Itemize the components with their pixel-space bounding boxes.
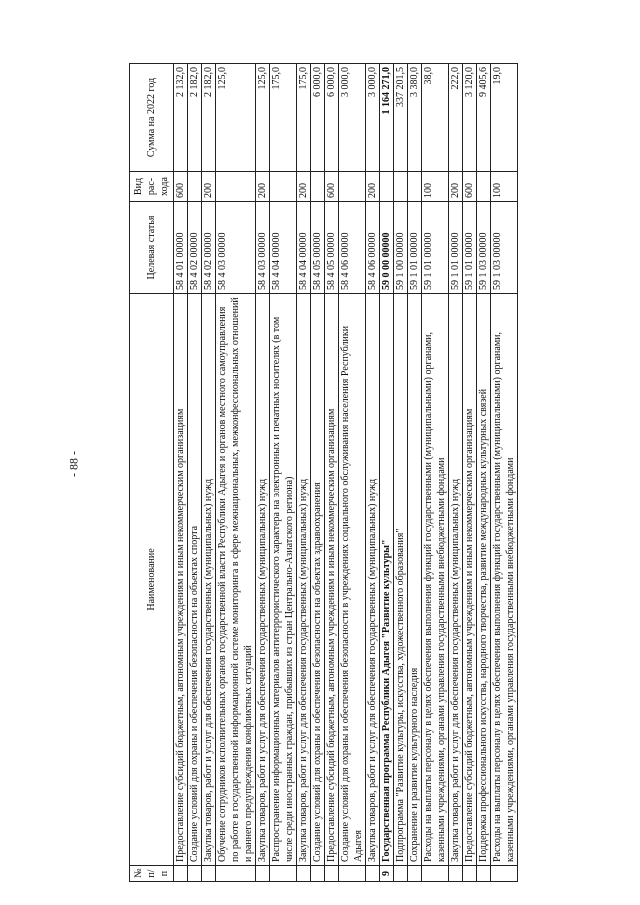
cell-num	[325, 866, 339, 882]
cell-vid	[394, 172, 408, 202]
cell-code: 59 1 03 00000	[491, 202, 518, 294]
cell-sum: 38,0	[422, 64, 449, 172]
cell-sum: 3 380,0	[408, 64, 422, 172]
cell-sum: 2 132,0	[174, 64, 188, 172]
table-row	[297, 64, 311, 882]
cell-sum: 3 120,0	[463, 64, 477, 172]
cell-num	[216, 866, 256, 882]
cell-name: Государственная программа Республики Адыгея "Развитие культуры"	[380, 294, 394, 866]
cell-code: 59 1 03 00000	[477, 202, 491, 294]
cell-num	[477, 866, 491, 882]
cell-sum: 222,0	[449, 64, 463, 172]
budget-table	[129, 63, 518, 882]
cell-name: Закупка товаров, работ и услуг для обеспечения государственных (муниципальных) нужд	[256, 294, 270, 866]
cell-code: 58 4 01 00000	[174, 202, 188, 294]
cell-num	[491, 866, 518, 882]
cell-num	[463, 866, 477, 882]
cell-code: 59 1 00 00000	[394, 202, 408, 294]
table-row	[366, 64, 380, 882]
cell-num	[297, 866, 311, 882]
cell-sum: 6 000,0	[325, 64, 339, 172]
cell-name: Обучение сотрудников исполнительных органов государственной власти Республики Адыгея и органов местного самоуправления по работе в государственной информационной системе мониторинга в сфере межнациональных, межконфессиональных отношений и раннего предупреждения конфликтных ситуаций	[216, 294, 256, 866]
cell-sum: 1 164 271,0	[380, 64, 394, 172]
cell-name: Подпрограмма "Развитие культуры, искусства, художественного образования"	[394, 294, 408, 866]
cell-code: 58 4 06 00000	[366, 202, 380, 294]
cell-code: 58 4 02 00000	[202, 202, 216, 294]
cell-name: Создание условий для охраны и обеспечения безопасности на объектах здравоохранения	[311, 294, 325, 866]
page-number: - 88 -	[66, 451, 81, 477]
cell-vid: 600	[325, 172, 339, 202]
cell-code: 59 1 01 00000	[463, 202, 477, 294]
table-header-row	[130, 64, 174, 882]
cell-num: 9	[380, 866, 394, 882]
cell-num	[256, 866, 270, 882]
cell-vid	[311, 172, 325, 202]
header-sum: Сумма на 2022 год	[130, 64, 174, 172]
cell-num	[394, 866, 408, 882]
cell-name: Предоставление субсидий бюджетным, автономным учреждениям и иным некоммерческим организациям	[463, 294, 477, 866]
table-row	[422, 64, 449, 882]
table-row	[256, 64, 270, 882]
cell-name: Предоставление субсидий бюджетным, автономным учреждениям и иным некоммерческим организациям	[174, 294, 188, 866]
table-row	[216, 64, 256, 882]
cell-sum: 2 182,0	[188, 64, 202, 172]
cell-vid	[339, 172, 366, 202]
table-row	[394, 64, 408, 882]
cell-name: Создание условий для охраны и обеспечения безопасности на объектах спорта	[188, 294, 202, 866]
header-num: № п/п	[130, 866, 174, 882]
cell-code: 59 1 01 00000	[422, 202, 449, 294]
table-row	[325, 64, 339, 882]
cell-name: Создание условий для охраны и обеспечения безопасности в учреждениях социального обслуживания населения Республики Адыгея	[339, 294, 366, 866]
table-row	[449, 64, 463, 882]
cell-num	[449, 866, 463, 882]
table-row	[174, 64, 188, 882]
cell-vid	[408, 172, 422, 202]
cell-name: Закупка товаров, работ и услуг для обеспечения государственных (муниципальных) нужд	[297, 294, 311, 866]
table-row	[339, 64, 366, 882]
cell-name: Предоставление субсидий бюджетным, автономным учреждениям и иным некоммерческим организациям	[325, 294, 339, 866]
cell-code: 58 4 03 00000	[256, 202, 270, 294]
cell-num	[408, 866, 422, 882]
cell-sum: 175,0	[297, 64, 311, 172]
header-vid: Вид рас-хода	[130, 172, 174, 202]
cell-vid	[216, 172, 256, 202]
table-row	[270, 64, 297, 882]
cell-code: 58 4 03 00000	[216, 202, 256, 294]
cell-code: 59 1 01 00000	[408, 202, 422, 294]
cell-vid: 600	[463, 172, 477, 202]
cell-vid: 200	[366, 172, 380, 202]
cell-vid: 100	[491, 172, 518, 202]
cell-vid	[188, 172, 202, 202]
cell-name: Сохранение и развитие культурного наследия	[408, 294, 422, 866]
cell-sum: 337 201,5	[394, 64, 408, 172]
cell-code: 58 4 05 00000	[325, 202, 339, 294]
cell-vid	[380, 172, 394, 202]
table-row	[311, 64, 325, 882]
header-code: Целевая статья	[130, 202, 174, 294]
cell-sum: 9 405,6	[477, 64, 491, 172]
table-row	[408, 64, 422, 882]
cell-code: 59 0 00 00000	[380, 202, 394, 294]
cell-code: 59 1 01 00000	[449, 202, 463, 294]
table-row	[380, 64, 394, 882]
cell-code: 58 4 06 00000	[339, 202, 366, 294]
table-row	[463, 64, 477, 882]
cell-vid	[270, 172, 297, 202]
header-name: Наименование	[130, 294, 174, 866]
cell-num	[270, 866, 297, 882]
cell-sum: 125,0	[216, 64, 256, 172]
cell-sum: 3 000,0	[339, 64, 366, 172]
cell-code: 58 4 02 00000	[188, 202, 202, 294]
cell-code: 58 4 04 00000	[270, 202, 297, 294]
cell-vid: 200	[256, 172, 270, 202]
cell-sum: 175,0	[270, 64, 297, 172]
cell-sum: 3 000,0	[366, 64, 380, 172]
cell-vid: 200	[202, 172, 216, 202]
cell-num	[339, 866, 366, 882]
rotated-table-container	[129, 64, 516, 882]
cell-vid	[477, 172, 491, 202]
cell-name: Расходы на выплаты персоналу в целях обеспечения выполнения функций государственными (муниципальными) органами, казенными учреждениями, органами управления государственными внебюджетными фондами	[422, 294, 449, 866]
cell-name: Распространение информационных материалов антитеррористического характера на электронных и печатных носителях (в том числе среди иностранных граждан, прибывших из стран Центрально-Азиатского региона)	[270, 294, 297, 866]
cell-num	[174, 866, 188, 882]
cell-vid: 200	[449, 172, 463, 202]
cell-code: 58 4 04 00000	[297, 202, 311, 294]
cell-vid: 200	[297, 172, 311, 202]
cell-code: 58 4 05 00000	[311, 202, 325, 294]
cell-sum: 125,0	[256, 64, 270, 172]
cell-name: Закупка товаров, работ и услуг для обеспечения государственных (муниципальных) нужд	[366, 294, 380, 866]
cell-name: Закупка товаров, работ и услуг для обеспечения государственных (муниципальных) нужд	[449, 294, 463, 866]
table-body	[174, 64, 518, 882]
cell-num	[422, 866, 449, 882]
cell-sum: 19,0	[491, 64, 518, 172]
cell-name: Расходы на выплаты персоналу в целях обеспечения выполнения функций государственными (муниципальными) органами, казенными учреждениями, органами управления государственными внебюджетными фондами	[491, 294, 518, 866]
cell-num	[311, 866, 325, 882]
table-row	[477, 64, 491, 882]
table-row	[188, 64, 202, 882]
cell-num	[188, 866, 202, 882]
cell-num	[366, 866, 380, 882]
table-row	[202, 64, 216, 882]
cell-num	[202, 866, 216, 882]
cell-sum: 2 182,0	[202, 64, 216, 172]
cell-vid: 600	[174, 172, 188, 202]
cell-name: Закупка товаров, работ и услуг для обеспечения государственных (муниципальных) нужд	[202, 294, 216, 866]
cell-vid: 100	[422, 172, 449, 202]
cell-sum: 6 000,0	[311, 64, 325, 172]
table-row	[491, 64, 518, 882]
cell-name: Поддержка профессионального искусства, народного творчества, развитие международных культурных связей	[477, 294, 491, 866]
